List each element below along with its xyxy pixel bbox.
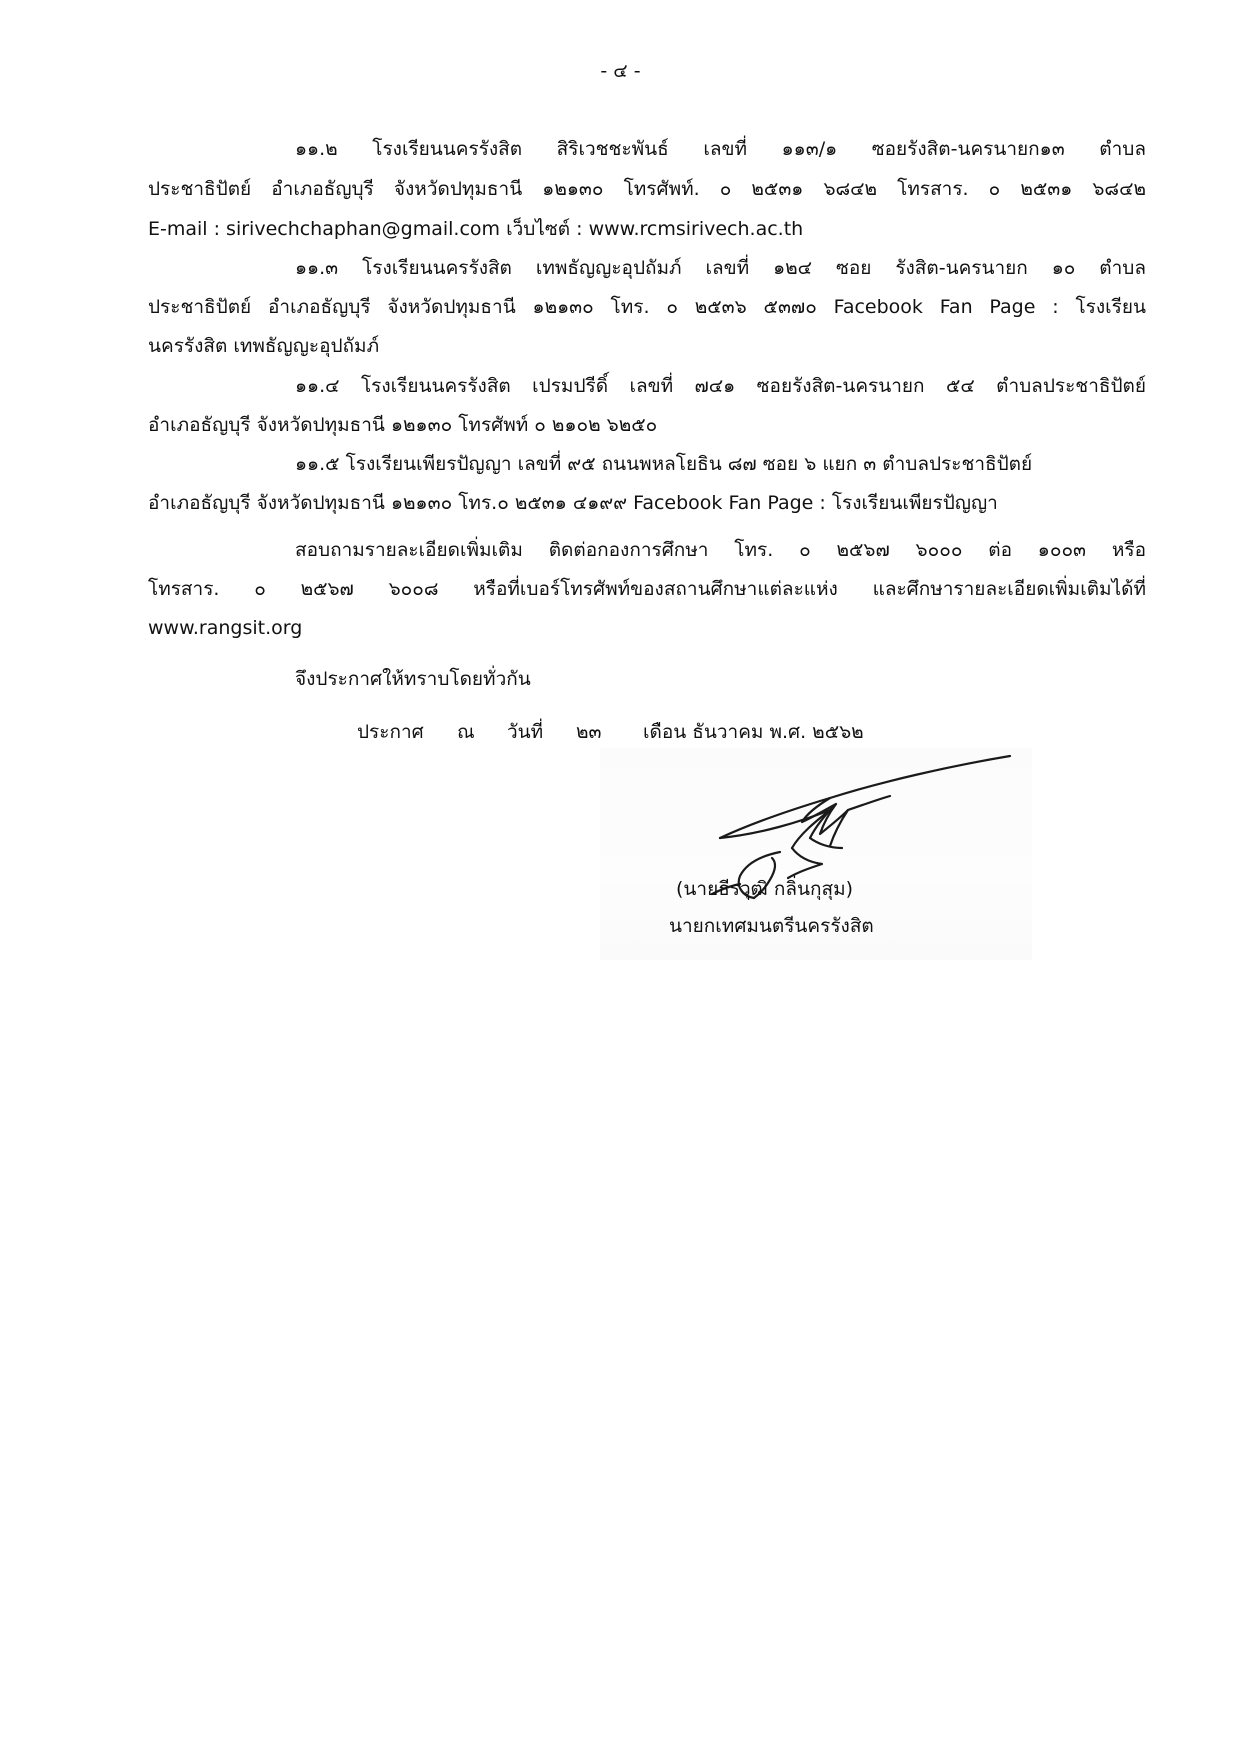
text-line: www.rangsit.org [148, 617, 303, 639]
text-line: นครรังสิต เทพธัญญะอุปถัมภ์ [148, 335, 380, 357]
text-line: โทรสาร. ๐ ๒๕๖๗ ๖๐๐๘ หรือที่เบอร์โทรศัพท์ของสถานศึกษาแต่ละแห่ง และศึกษารายละเอียดเพิ่มเติมได้ที่ [148, 578, 1146, 600]
text-line: อำเภอธัญบุรี จังหวัดปทุมธานี ๑๒๑๓๐ โทร.๐ ๒๕๓๑ ๔๑๙๙ Facebook Fan Page : โรงเรียนเพียรปัญญา [148, 492, 998, 514]
page-number: - ๔ - [600, 60, 641, 82]
date-month-year: เดือน ธันวาคม พ.ศ. ๒๕๖๒ [643, 721, 864, 743]
text-line: ๑๑.๒ โรงเรียนนครรังสิต สิริเวชชะพันธ์ เลขที่ ๑๑๓/๑ ซอยรังสิต-นครนายก๑๓ ตำบล [295, 138, 1146, 160]
text-line: E-mail : sirivechchaphan@gmail.com เว็บไซต์ : www.rcmsirivech.ac.th [148, 218, 804, 240]
closing-statement: จึงประกาศให้ทราบโดยทั่วกัน [295, 668, 531, 690]
text-line: ๑๑.๓ โรงเรียนนครรังสิต เทพธัญญะอุปถัมภ์ เลขที่ ๑๒๔ ซอย รังสิต-นครนายก ๑๐ ตำบล [295, 257, 1146, 279]
date-at: ณ [457, 721, 475, 743]
text-line: ๑๑.๕ โรงเรียนเพียรปัญญา เลขที่ ๙๕ ถนนพหลโยธิน ๘๗ ซอย ๖ แยก ๓ ตำบลประชาธิปัตย์ [295, 453, 1033, 475]
signer-name: (นายธีรวุฒิ กลิ่นกุสุม) [676, 878, 854, 900]
text-line: อำเภอธัญบุรี จังหวัดปทุมธานี ๑๒๑๓๐ โทรศัพท์ ๐ ๒๑๐๒ ๖๒๕๐ [148, 414, 658, 436]
text-line: ประชาธิปัตย์ อำเภอธัญบุรี จังหวัดปทุมธานี ๑๒๑๓๐ โทร. ๐ ๒๕๓๖ ๕๓๗๐ Facebook Fan Page : โรงเรียน [148, 296, 1146, 318]
date-day-label: วันที่ [507, 721, 544, 743]
text-line: ๑๑.๔ โรงเรียนนครรังสิต เปรมปรีดิ์ เลขที่ ๗๔๑ ซอยรังสิต-นครนายก ๕๔ ตำบลประชาธิปัตย์ [295, 375, 1146, 397]
signer-title: นายกเทศมนตรีนครรังสิต [669, 915, 874, 937]
text-line: สอบถามรายละเอียดเพิ่มเติม ติดต่อกองการศึกษา โทร. ๐ ๒๕๖๗ ๖๐๐๐ ต่อ ๑๐๐๓ หรือ [295, 539, 1146, 561]
date-day: ๒๓ [576, 721, 602, 743]
date-prefix: ประกาศ [357, 721, 424, 743]
text-line: ประชาธิปัตย์ อำเภอธัญบุรี จังหวัดปทุมธานี ๑๒๑๓๐ โทรศัพท์. ๐ ๒๕๓๑ ๖๘๔๒ โทรสาร. ๐ ๒๕๓๑ ๖๘๔๒ [148, 178, 1146, 200]
